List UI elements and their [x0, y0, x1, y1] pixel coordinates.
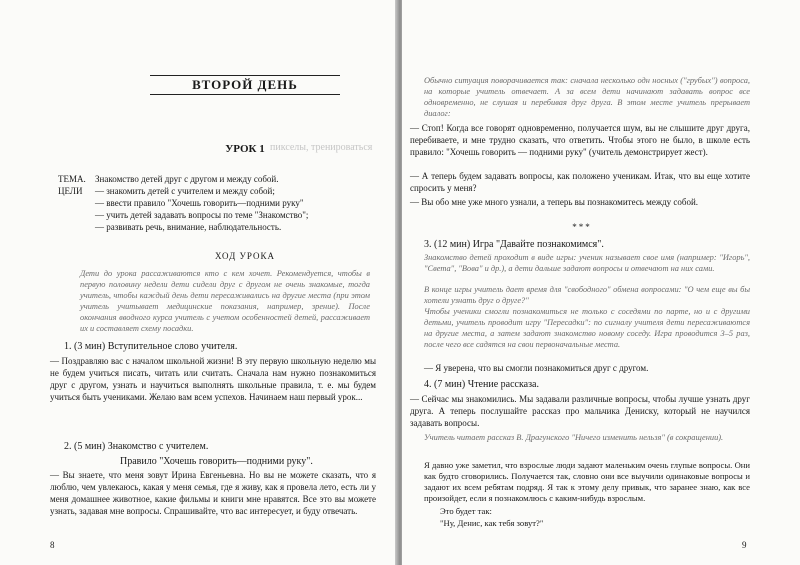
tema-label: ТЕМА.: [58, 174, 86, 184]
section-4-italic: Учитель читает рассказ В. Драгунского "Ничего изменить нельзя" (в сокращении).: [424, 433, 724, 442]
right-intro: Обычно ситуация поворачивается так: сначала несколько одн носных ("грубых") вопроса, на которые учитель отвечает. А за всем дети начинают задавать вопрос все одновременно, не слушая и перебивая друг друга. В этом месте учитель прерывает диалог:: [424, 76, 750, 118]
right-p2: — А теперь будем задавать вопросы, как положено ученикам. Итак, что вы еще хотите спросить у меня?: [410, 171, 750, 193]
goal-1: — знакомить детей с учителем и между собой;: [95, 186, 275, 196]
section-3-p2: В конце игры учитель дает время для "свободного" обмена вопросами: "О чем еще вы бы хотели узнать друг о друге?": [424, 285, 750, 305]
section-4-p1: — Сейчас мы знакомились. Мы задавали различные вопросы, чтобы лучше узнать друг друга. А теперь послушайте рассказ про мальчика Дениску, который не научился задавать вопросы.: [410, 394, 750, 428]
section-1-text: — Поздравляю вас с началом школьной жизни! В эту первую школьную неделю мы не будем учиться писать, читать или считать. Сначала нам нужно познакомиться друг с другом, узнать и научиться выполнять школьные правила, т. е. мы будем учиться быть учениками. Желаю вам всем успехов. Начинаем наш первый урок...: [50, 356, 376, 402]
story-p3: "Ну, Денис, как тебя зовут?": [440, 518, 544, 528]
lesson-title: [150, 142, 373, 155]
course-title: ХОД УРОКА: [215, 251, 275, 261]
left-page: [0, 0, 398, 565]
goal-3: — учить детей задавать вопросы по теме "Знакомство";: [95, 210, 309, 220]
section-2-heading: 2. (5 мин) Знакомство с учителем.: [64, 441, 209, 452]
goal-2: — ввести правило "Хочешь говорить—подними руку": [95, 198, 304, 208]
section-3-p4: — Я уверена, что вы смогли познакомиться друг с другом.: [424, 363, 649, 373]
page-number-right: 9: [742, 540, 747, 550]
day-title: ВТОРОЙ ДЕНЬ: [150, 75, 340, 95]
section-4-heading: 4. (7 мин) Чтение рассказа.: [424, 379, 539, 390]
celi-label: ЦЕЛИ: [58, 186, 83, 196]
lesson-title-text: УРОК 1: [225, 143, 265, 155]
stars-divider: ***: [572, 222, 592, 232]
tema-text: Знакомство детей друг с другом и между собой.: [95, 174, 279, 184]
section-2-rule: Правило "Хочешь говорить—подними руку".: [120, 456, 313, 467]
section-3-heading: 3. (12 мин) Игра "Давайте познакомимся".: [424, 239, 604, 250]
story-p2: Это будет так:: [440, 506, 492, 516]
right-p3: — Вы обо мне уже много узнали, а теперь вы познакомитесь между собой.: [410, 197, 699, 207]
right-page: [402, 0, 800, 565]
section-2-text: — Вы знаете, что меня зовут Ирина Евгеньевна. Но вы не можете сказать, что я люблю, чем увлекаюсь, какая у меня семья, где я живу, как я провела лето, есть ли у меня домашнее животное, какие фильмы и книги мне нравятся. Все это вы можете узнать, задавая мне вопросы. Спрашивайте, что вас интересует, и буду отвечать.: [50, 470, 376, 516]
page-number-left: 8: [50, 540, 55, 550]
story-p1: Я давно уже заметил, что взрослые люди задают маленьким очень глупые вопросы. Они как будто сговорились. Получается так, словно они все выучили одинаковые вопросы и задают их всем ребятам подряд. Я так к этому делу привык, что заранее знаю, как все произойдет, если я познакомлюсь с каким-нибудь взрослым.: [424, 460, 750, 503]
goal-4: — развивать речь, внимание, наблюдательность.: [95, 222, 282, 232]
section-3-p3: Чтобы ученики смогли познакомиться не только с соседями по парте, но и с другими детьми, учитель проводит игру "Пересадки": по сигналу учителя дети пересаживаются на другие места, а затем задают знакомство новому соседу. Игра проводится 3–5 раз, после чего все садятся на свои первоначальные места.: [424, 307, 750, 349]
section-3-intro: Знакомство детей проходит в виде игры: ученик называет свое имя (например: "Игорь", "Света", "Вова" и др.), а дети дальше задают вопросы и отвечают на них сами.: [424, 253, 750, 273]
right-p1: — Стоп! Когда все говорят одновременно, получается шум, вы не слышите друг друга, перебиваете, и мне трудно сказать, что ответить. Чтобы этого не было, в школе есть правило: "Хочешь говорить — подними руку" (учитель демонстрирует жест).: [410, 123, 750, 157]
show-through-text: пикселы, тренироваться: [270, 142, 373, 153]
section-1-heading: 1. (3 мин) Вступительное слово учителя.: [64, 341, 238, 352]
intro-italic: Дети до урока рассаживаются кто с кем хочет. Рекомендуется, чтобы в первую половину недели дети сидели друг с другом не очень знакомые, тогда учитель, чтобы каждый день дети пересаживались на другие места (при этом учитель учитывает медицинские показания, например, зрение). После окончания вводного курса учитель с учетом особенностей детей, рассаживает их и составляет схему посадки.: [80, 269, 370, 333]
